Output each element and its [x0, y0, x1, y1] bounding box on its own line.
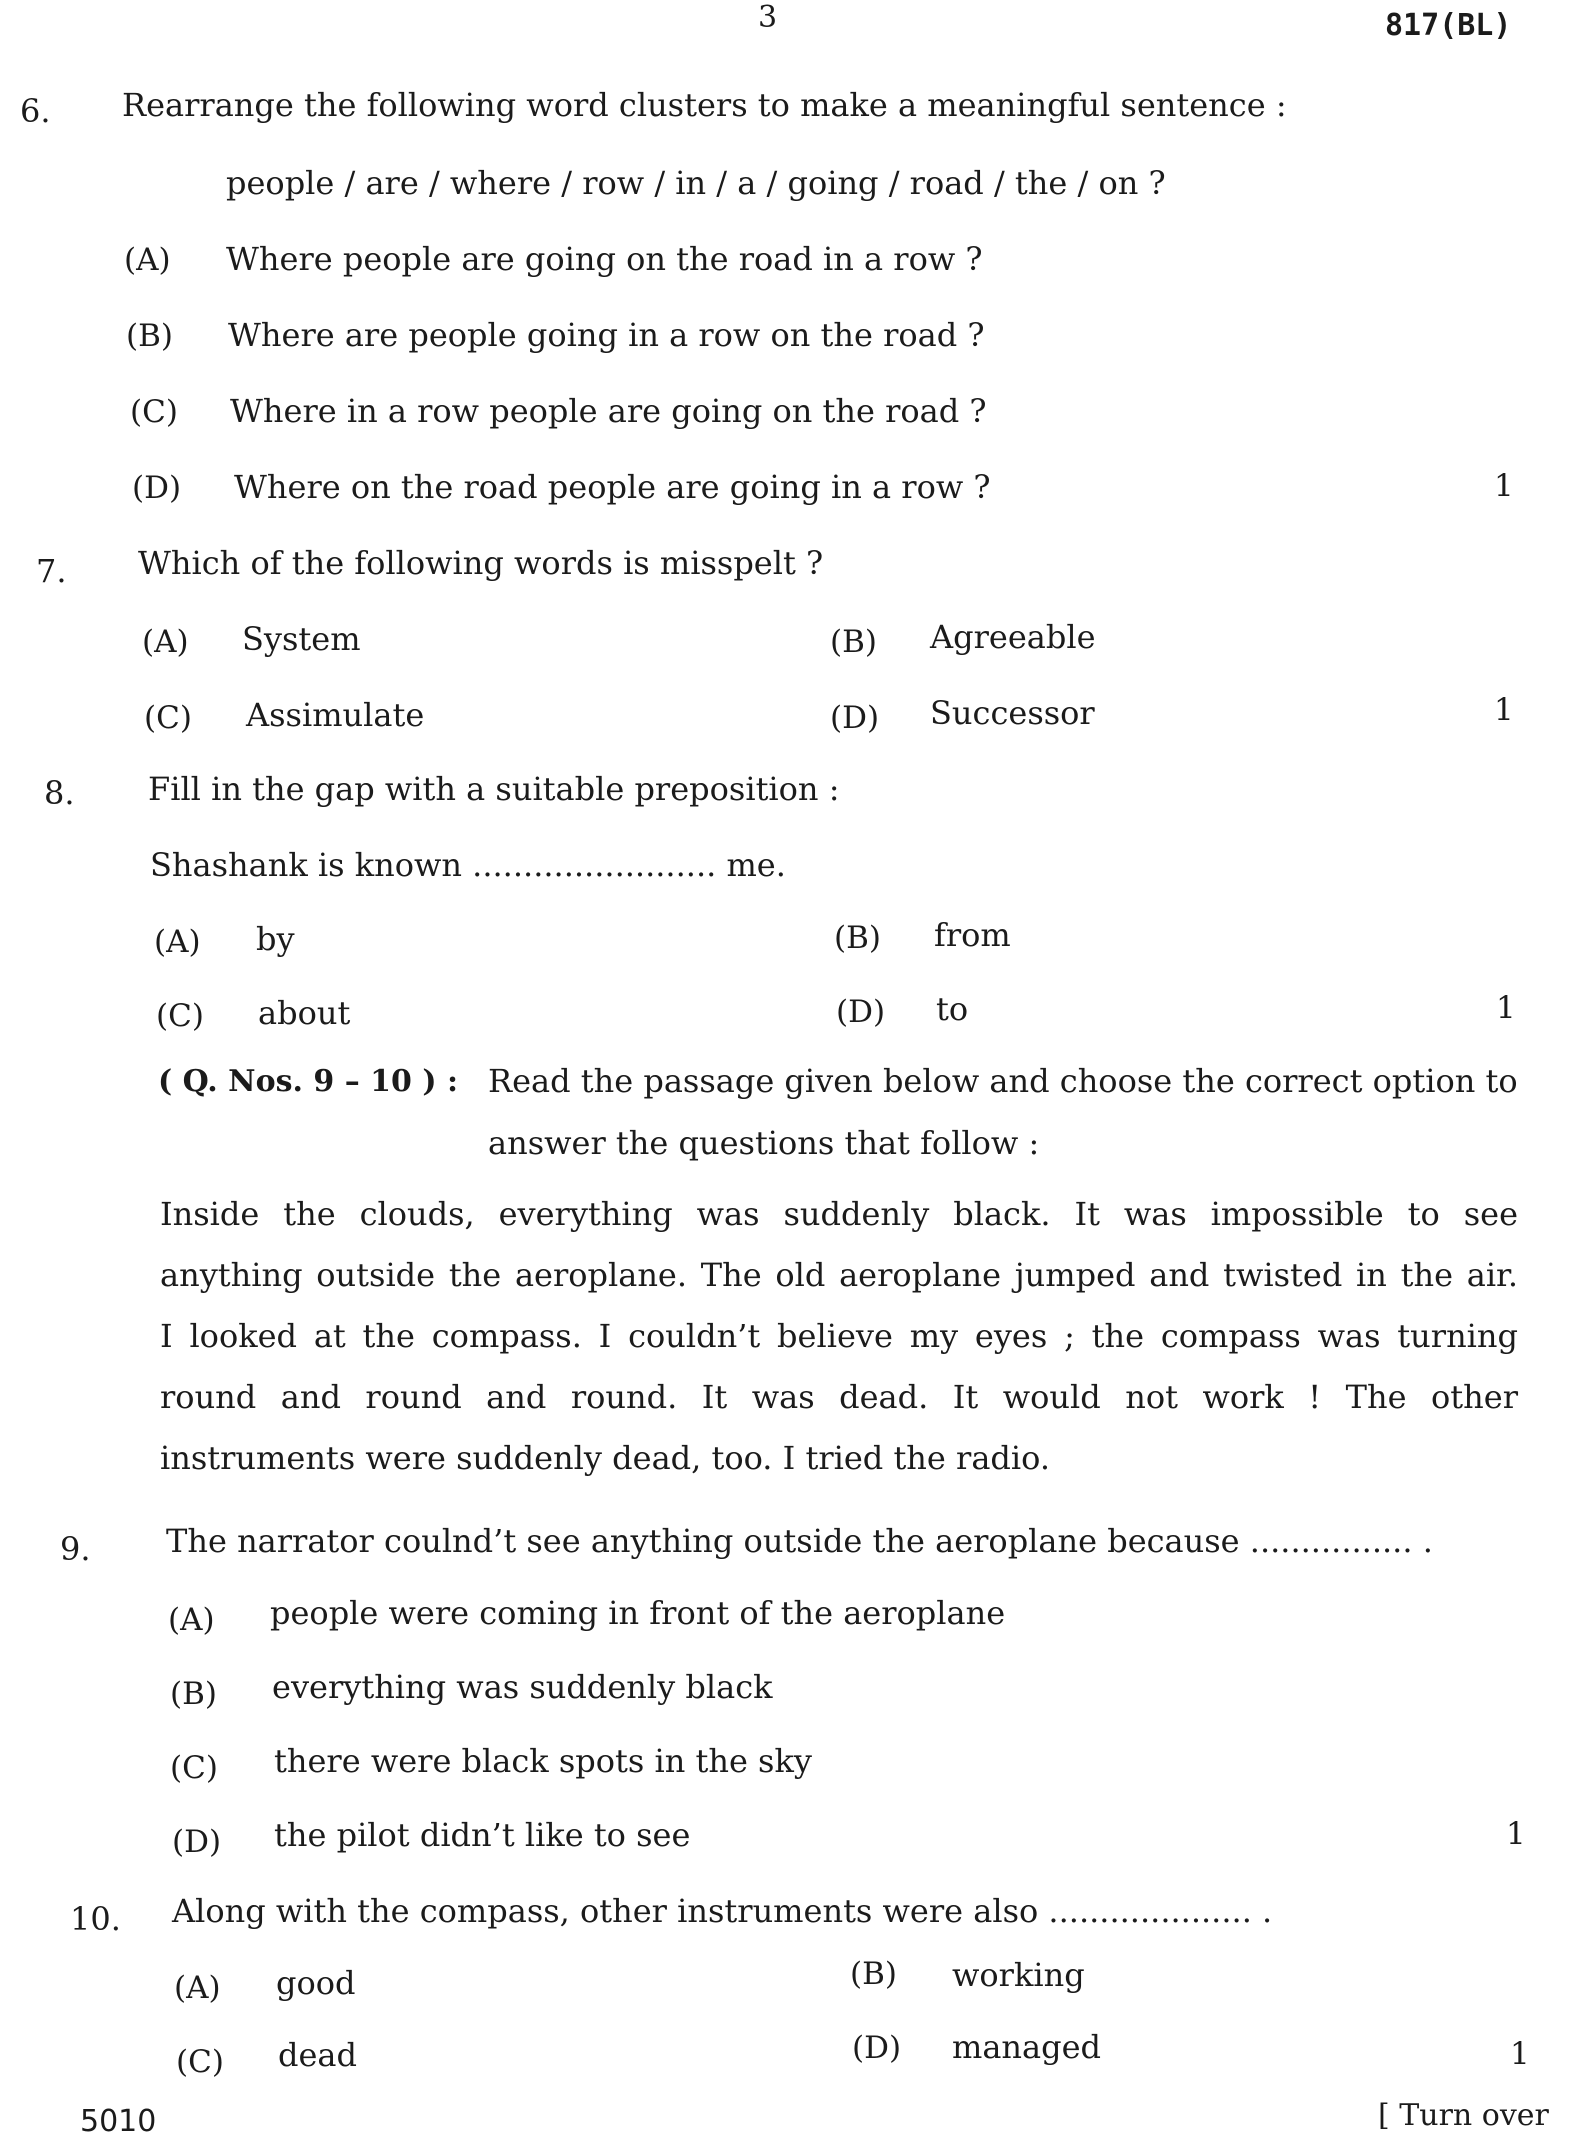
question-number: 10.: [70, 1900, 121, 1938]
passage-line: I looked at the compass. I couldn’t believe my eyes ; the compass was turning: [160, 1317, 1518, 1355]
question-number: 7.: [36, 552, 67, 590]
option-label: (A): [174, 1970, 221, 2006]
option-text: Where on the road people are going in a row ?: [234, 468, 991, 506]
option-label: (D): [830, 700, 880, 736]
option-label: (C): [176, 2044, 224, 2080]
passage-line: anything outside the aeroplane. The old aeroplane jumped and twisted in the air.: [160, 1256, 1518, 1294]
option-label: (B): [834, 920, 881, 956]
option-text: working: [952, 1956, 1085, 1994]
question-number: 8.: [44, 774, 75, 812]
question-prompt: Fill in the gap with a suitable preposition :: [148, 770, 840, 808]
option-text: Where in a row people are going on the road ?: [230, 392, 987, 430]
marks: 1: [1496, 990, 1516, 1026]
reading-passage: [160, 1184, 1518, 1489]
footer-code: 5010: [80, 2104, 157, 2139]
option-label: (D): [852, 2030, 902, 2066]
marks: 1: [1506, 1816, 1526, 1852]
instruction-label: ( Q. Nos. 9 – 10 ) :: [158, 1064, 459, 1099]
option-label: (D): [836, 994, 886, 1030]
option-text: Where are people going in a row on the road ?: [228, 316, 985, 354]
option-text: System: [242, 620, 361, 658]
option-text: from: [934, 916, 1011, 954]
word-clusters: people / are / where / row / in / a / going / road / the / on ?: [226, 164, 1166, 202]
option-label: (C): [156, 998, 204, 1034]
option-text: everything was suddenly black: [272, 1668, 773, 1706]
passage-line: Inside the clouds, everything was suddenly black. It was impossible to see: [160, 1195, 1518, 1233]
instruction-line-2: answer the questions that follow :: [488, 1124, 1040, 1162]
option-text: dead: [278, 2036, 357, 2074]
marks: 1: [1494, 468, 1514, 504]
option-label: (D): [172, 1824, 222, 1860]
option-text: by: [256, 920, 295, 958]
question-prompt: The narrator coulnd’t see anything outside the aeroplane because ................ .: [166, 1522, 1433, 1560]
option-label: (A): [142, 624, 189, 660]
option-label: (A): [168, 1602, 215, 1638]
question-number: 6.: [20, 92, 51, 130]
option-text: to: [936, 990, 969, 1028]
turn-over: [ Turn over: [1378, 2098, 1549, 2133]
question-prompt: Rearrange the following word clusters to make a meaningful sentence :: [122, 86, 1287, 124]
option-label: (D): [132, 470, 182, 506]
option-text: managed: [952, 2028, 1102, 2066]
instruction-line-1: Read the passage given below and choose the correct option to: [488, 1062, 1518, 1100]
option-label: (A): [154, 924, 201, 960]
option-label: (A): [124, 242, 171, 278]
option-text: Where people are going on the road in a row ?: [226, 240, 983, 278]
marks: 1: [1510, 2036, 1530, 2072]
page-number: 3: [758, 0, 778, 35]
paper-code: 817(BL): [1385, 8, 1512, 43]
option-text: Successor: [930, 694, 1095, 732]
option-text: Assimulate: [246, 696, 425, 734]
option-label: (B): [830, 624, 877, 660]
option-text: people were coming in front of the aeroplane: [270, 1594, 1006, 1632]
question-prompt: Along with the compass, other instruments were also .................... .: [172, 1892, 1273, 1930]
passage-line: instruments were suddenly dead, too. I tried the radio.: [160, 1439, 1050, 1477]
fill-in-sentence: Shashank is known ........................ me.: [150, 846, 786, 884]
option-text: there were black spots in the sky: [274, 1742, 812, 1780]
option-label: (C): [144, 700, 192, 736]
option-label: (C): [130, 394, 178, 430]
option-text: good: [276, 1964, 356, 2002]
marks: 1: [1494, 692, 1514, 728]
option-label: (B): [850, 1956, 897, 1992]
option-text: the pilot didn’t like to see: [274, 1816, 691, 1854]
option-text: Agreeable: [930, 618, 1096, 656]
passage-line: round and round and round. It was dead. It would not work ! The other: [160, 1378, 1518, 1416]
question-prompt: Which of the following words is misspelt ?: [138, 544, 824, 582]
option-label: (B): [126, 318, 173, 354]
option-label: (B): [170, 1676, 217, 1712]
option-label: (C): [170, 1750, 218, 1786]
option-text: about: [258, 994, 351, 1032]
question-number: 9.: [60, 1530, 91, 1568]
